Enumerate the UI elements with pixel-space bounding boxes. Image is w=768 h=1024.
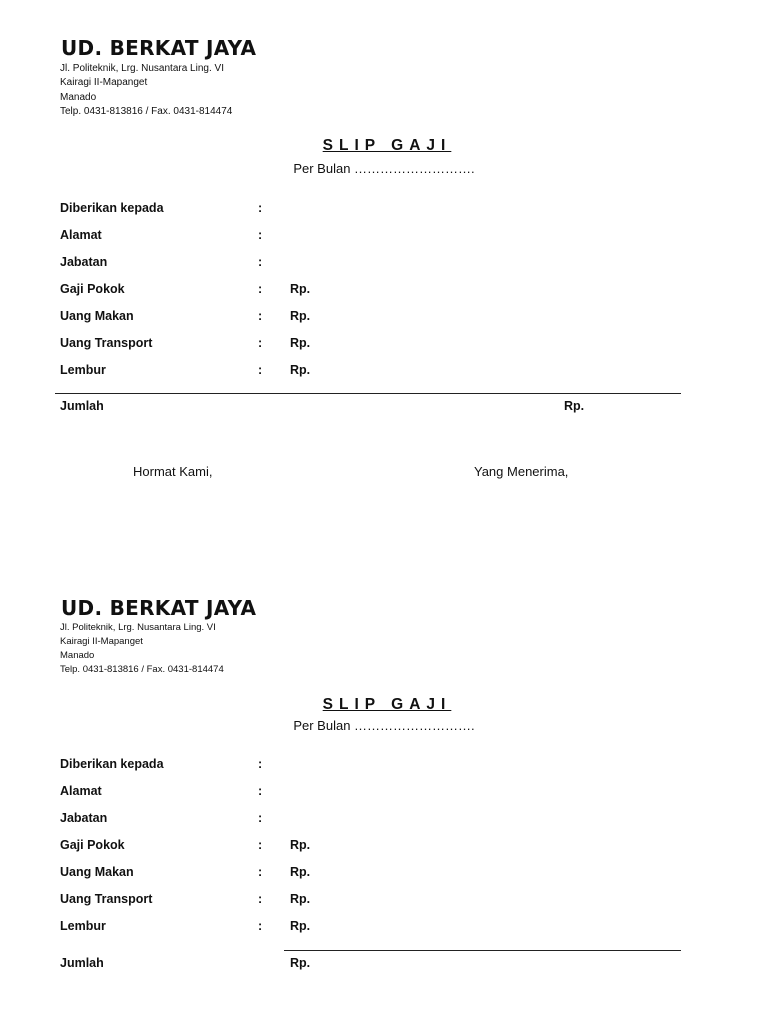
- field-label: Gaji Pokok: [60, 838, 125, 852]
- field-colon: :: [258, 811, 263, 825]
- total-currency: Rp.: [290, 956, 311, 970]
- salary-slip-1: [0, 0, 768, 479]
- contact-line: Telp. 0431-813816 / Fax. 0431-814474: [60, 106, 233, 118]
- field-label: Jabatan: [60, 811, 108, 825]
- field-currency: Rp.: [290, 336, 311, 350]
- field-currency: Rp.: [290, 838, 311, 852]
- slip-period: Per Bulan ……………………….: [293, 161, 475, 176]
- field-row-base-salary: [0, 838, 768, 858]
- slip-period: Per Bulan ……………………….: [293, 718, 475, 733]
- slip-title: SLIP GAJI: [322, 137, 452, 154]
- field-label: Lembur: [60, 363, 106, 377]
- slip-title: SLIP GAJI: [322, 696, 452, 713]
- field-row-position: [0, 255, 768, 275]
- signature-recipient: Yang Menerima,: [474, 464, 569, 479]
- field-row-base-salary: [0, 282, 768, 302]
- field-label: Jabatan: [60, 255, 108, 269]
- total-divider: [284, 950, 681, 951]
- field-label: Alamat: [60, 784, 102, 798]
- field-row-address: [0, 228, 768, 248]
- field-colon: :: [258, 309, 263, 323]
- field-colon: :: [258, 838, 263, 852]
- field-colon: :: [258, 363, 263, 377]
- field-label: Alamat: [60, 228, 102, 242]
- field-colon: :: [258, 228, 263, 242]
- field-colon: :: [258, 757, 263, 771]
- field-row-recipient: [0, 757, 768, 777]
- field-label: Diberikan kepada: [60, 757, 164, 771]
- address-line: Manado: [60, 91, 97, 103]
- field-currency: Rp.: [290, 919, 311, 933]
- field-row-recipient: [0, 201, 768, 221]
- address-line: Kairagi II-Mapanget: [60, 636, 143, 647]
- address-line: Jl. Politeknik, Lrg. Nusantara Ling. VI: [60, 63, 224, 74]
- contact-line: Telp. 0431-813816 / Fax. 0431-814474: [60, 664, 224, 675]
- field-row-transport-allowance: [0, 336, 768, 356]
- field-colon: :: [258, 201, 263, 215]
- company-name: UD. BERKAT JAYA: [61, 596, 257, 620]
- field-row-overtime: [0, 363, 768, 383]
- field-label: Uang Makan: [60, 865, 134, 879]
- field-currency: Rp.: [290, 892, 311, 906]
- address-line: Kairagi II-Mapanget: [60, 77, 148, 89]
- field-colon: :: [258, 336, 263, 350]
- field-label: Uang Transport: [60, 892, 153, 906]
- field-colon: :: [258, 784, 263, 798]
- field-label: Uang Transport: [60, 336, 153, 350]
- field-currency: Rp.: [290, 309, 311, 323]
- company-address: [60, 621, 224, 677]
- address-line: Manado: [60, 650, 95, 661]
- field-colon: :: [258, 865, 263, 879]
- field-currency: Rp.: [290, 865, 311, 879]
- salary-slip-2: [0, 560, 768, 1020]
- total-label: Jumlah: [60, 956, 104, 970]
- total-divider: [55, 393, 681, 394]
- field-colon: :: [258, 255, 263, 269]
- field-label: Diberikan kepada: [60, 201, 164, 215]
- field-label: Lembur: [60, 919, 106, 933]
- company-name: UD. BERKAT JAYA: [61, 36, 257, 60]
- field-label: Gaji Pokok: [60, 282, 125, 296]
- field-row-meal-allowance: [0, 865, 768, 885]
- total-label: Jumlah: [60, 399, 104, 413]
- field-row-address: [0, 784, 768, 804]
- field-row-meal-allowance: [0, 309, 768, 329]
- field-row-overtime: [0, 919, 768, 939]
- field-colon: :: [258, 919, 263, 933]
- field-row-transport-allowance: [0, 892, 768, 912]
- company-address: [60, 62, 232, 120]
- field-label: Uang Makan: [60, 309, 134, 323]
- total-currency: Rp.: [564, 399, 585, 413]
- field-row-position: [0, 811, 768, 831]
- address-line: Jl. Politeknik, Lrg. Nusantara Ling. VI: [60, 622, 216, 633]
- field-colon: :: [258, 282, 263, 296]
- field-currency: Rp.: [290, 282, 311, 296]
- field-currency: Rp.: [290, 363, 311, 377]
- field-colon: :: [258, 892, 263, 906]
- signature-sender: Hormat Kami,: [133, 464, 213, 479]
